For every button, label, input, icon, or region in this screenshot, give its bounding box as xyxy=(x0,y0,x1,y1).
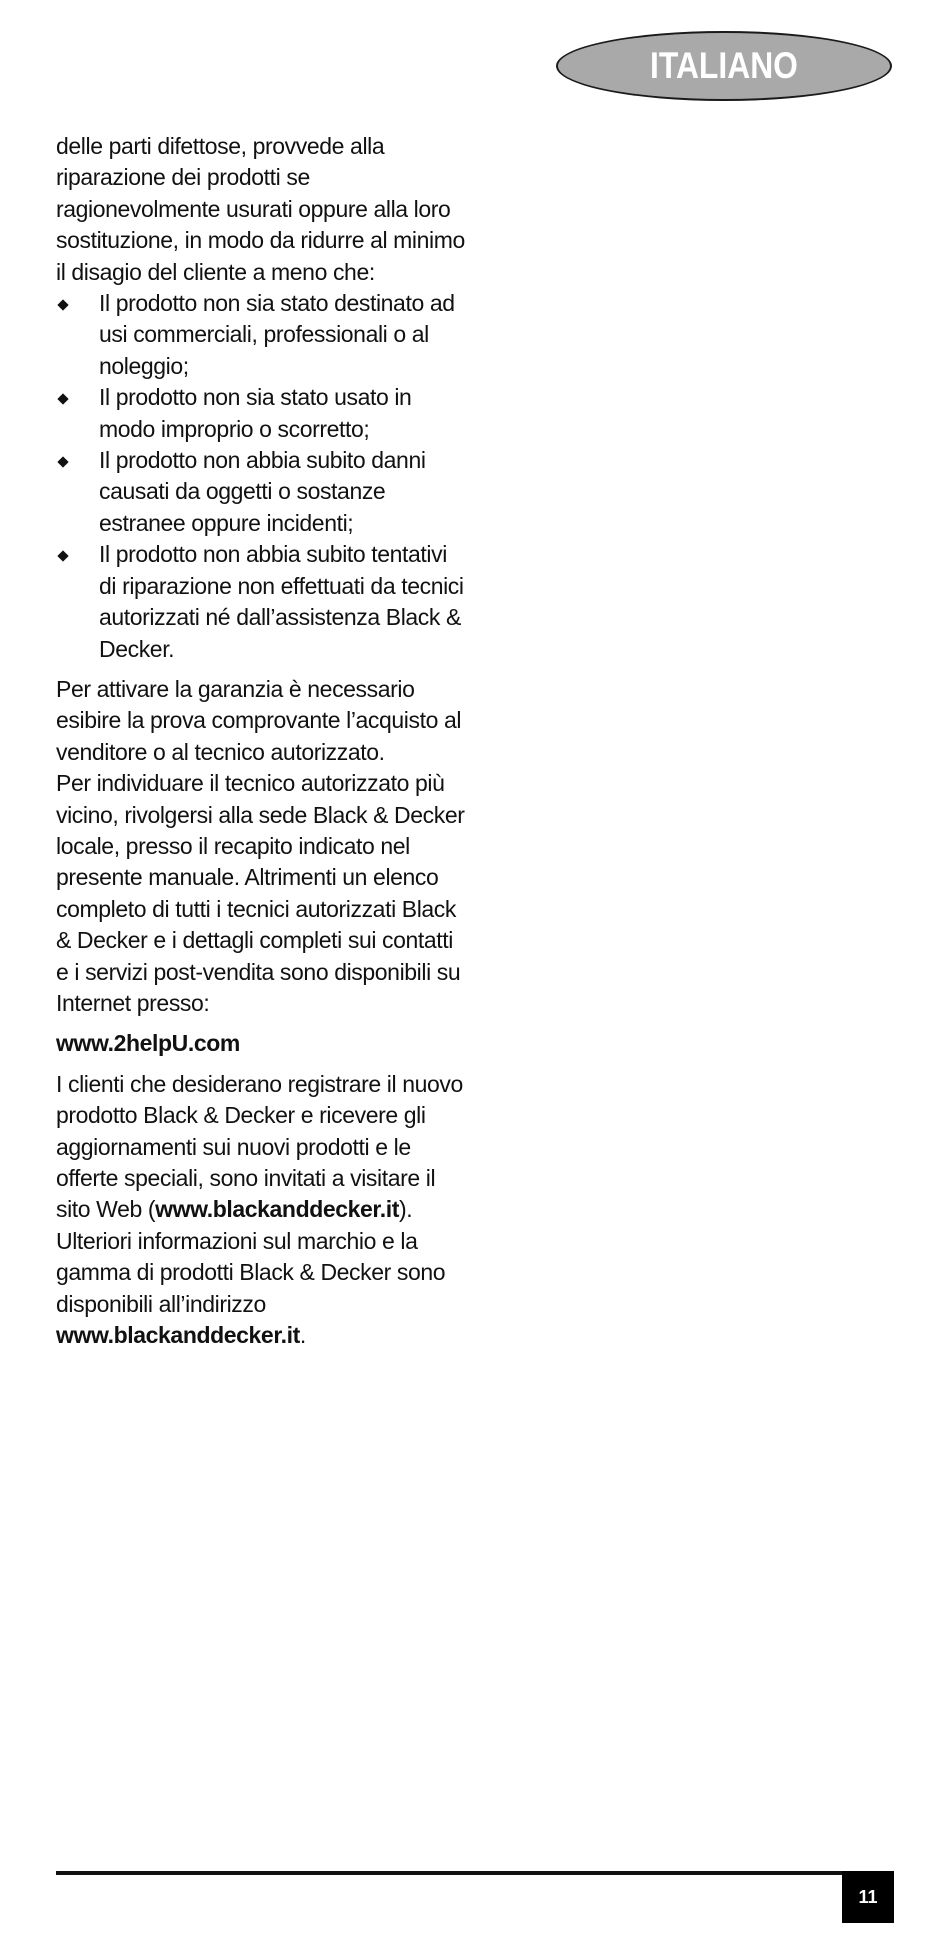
diamond-bullet-icon xyxy=(57,456,68,467)
register-text: I clienti che desiderano registrare il nuovo prodotto Black & Decker e ricevere gli aggiornamenti sui nuovi prodotti e le offerte speciali, sono invitati a visitare il sito Web ( xyxy=(56,1070,463,1223)
diamond-bullet-icon xyxy=(57,394,68,405)
footer-divider xyxy=(56,1871,894,1875)
page-number: 11 xyxy=(842,1871,894,1923)
list-item-text: Il prodotto non sia stato destinato ad usi commerciali, professionali o al noleggio; xyxy=(99,290,455,379)
list-item xyxy=(56,539,466,665)
list-item xyxy=(56,288,466,382)
intro-paragraph: delle parti difettose, provvede alla riparazione dei prodotti se ragionevolmente usurati oppure alla loro sostituzione, in modo da ridurre al minimo il disagio del cliente a meno che: xyxy=(56,133,465,285)
list-item-text: Il prodotto non abbia subito danni causati da oggetti o sostanze estranee oppure incidenti; xyxy=(99,447,426,536)
page-content xyxy=(56,131,466,1351)
warranty-paragraph-2: Per individuare il tecnico autorizzato più vicino, rivolgersi alla sede Black & Decker locale, presso il recapito indicato nel presente manuale. Altrimenti un elenco completo di tutti i tecnici autorizzati Black & Decker e i dettagli completi sui contatti e i servizi post-vendita sono disponibili su Internet presso: xyxy=(56,770,465,1016)
diamond-bullet-icon xyxy=(57,299,68,310)
register-text-end: ). xyxy=(398,1196,413,1223)
more-info-end: . xyxy=(299,1322,306,1349)
register-paragraph xyxy=(56,1069,466,1226)
language-badge xyxy=(556,31,892,101)
more-info-link[interactable]: www.blackanddecker.it xyxy=(56,1322,300,1349)
warranty-paragraph-1: Per attivare la garanzia è necessario esibire la prova comprovante l’acquisto al venditore o al tecnico autorizzato. xyxy=(56,675,462,765)
list-item xyxy=(56,382,466,445)
conditions-list xyxy=(56,288,466,665)
list-item-text: Il prodotto non abbia subito tentativi di riparazione non effettuati da tecnici autorizzati né dall’assistenza Black & Decker. xyxy=(99,541,464,662)
helpu-link[interactable]: www.2helpU.com xyxy=(56,1030,240,1057)
more-info-text: Ulteriori informazioni sul marchio e la gamma di prodotti Black & Decker sono disponibili all’indirizzo xyxy=(56,1227,446,1317)
more-info-paragraph xyxy=(56,1226,466,1352)
language-label: ITALIANO xyxy=(650,45,798,86)
diamond-bullet-icon xyxy=(57,551,68,562)
list-item xyxy=(56,445,466,539)
register-link[interactable]: www.blackanddecker.it xyxy=(155,1196,399,1223)
list-item-text: Il prodotto non sia stato usato in modo improprio o scorretto; xyxy=(99,384,412,442)
